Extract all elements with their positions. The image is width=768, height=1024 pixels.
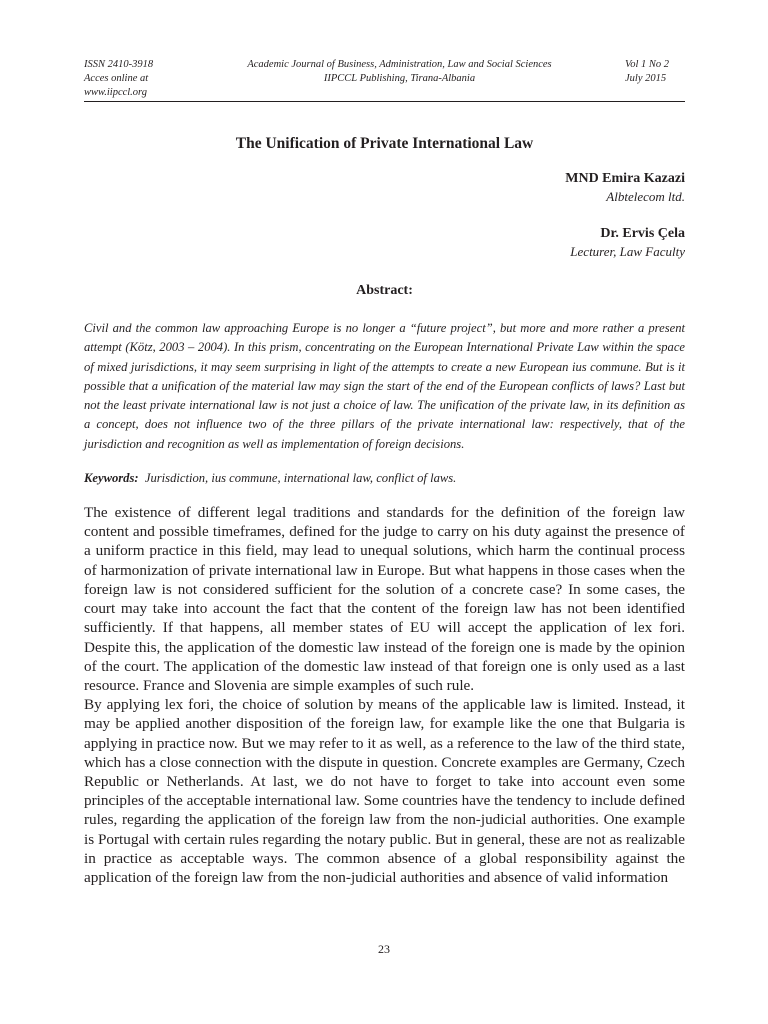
keywords: [84, 471, 685, 486]
paper-page: [84, 58, 685, 887]
body-text: [84, 503, 685, 887]
journal-name: Academic Journal of Business, Administration, Law and Social Sciences: [247, 59, 552, 70]
header-divider: [84, 101, 685, 102]
author-block-2: [84, 225, 685, 261]
header-row-1: [84, 58, 685, 72]
author-affiliation: Albtelecom ltd.: [606, 189, 685, 204]
author-block-1: [84, 170, 685, 206]
body-paragraph-2: By applying lex fori, the choice of solution by means of the applicable law is limited. Instead, it may be applied another disposition of the foreign law, for example like the one that Bulgaria is applying in practice now. But we may refer to it as well, as a reference to the law of the third state, which has a close connection with the dispute in question. Concrete examples are Germany, Czech Republic or Netherlands. At last, we do not have to forget to take into account even some principles of the acceptable international law. Some countries have the tendency to include defined rules, regarding the application of the foreign law from the non-judicial authorities. One example is Portugal with certain rules regarding the notary public. But in general, these are not as realizable in practice as acceptable ways. The common absence of a global responsibility against the application of the foreign law from the non-judicial authorities and absence of valid information: [84, 696, 685, 886]
author-affiliation: Lecturer, Law Faculty: [570, 244, 685, 259]
author-name: Dr. Ervis Çela: [600, 226, 685, 241]
publisher: IIPCCL Publishing, Tirana-Albania: [323, 73, 476, 84]
keywords-label: Keywords:: [84, 471, 139, 486]
issue-date: July 2015: [625, 73, 667, 84]
abstract-text: Civil and the common law approaching Europe is no longer a “future project”, but more and more rather a present attempt (Kötz, 2003 – 2004). In this prism, concentrating on the European International Private Law within the space of mixed jurisdictions, it may seem surprising in light of the attempts to create a new European ius commune. But is it possible that a unification of the material law may sign the start of the end of the European conflicts of laws? Last but not the least private international law is not just a choice of law. The unification of the private law, in its definition as a concept, does not influence two of the three pillars of the private international law: respectively, that of the jurisdiction and recognition as well as implementation of foreign decisions.: [84, 321, 685, 451]
online-access: Acces online at www.iipccl.org: [84, 73, 149, 98]
keywords-text: Jurisdiction, ius commune, international law, conflict of laws.: [144, 471, 457, 486]
issn: ISSN 2410-3918: [84, 59, 154, 70]
header-row-2: [84, 72, 685, 100]
volume: Vol 1 No 2: [625, 59, 670, 70]
paper-title: The Unification of Private International Law: [235, 135, 534, 152]
page-number: 23: [378, 942, 390, 956]
author-name: MND Emira Kazazi: [565, 171, 685, 186]
running-header: [84, 58, 685, 102]
abstract-heading: Abstract:: [356, 283, 413, 298]
body-paragraph-1: The existence of different legal traditions and standards for the definition of the foreign law content and possible timeframes, defined for the judge to carry on his duty against the presence of a uniform practice in this field, may lead to unequal solutions, which harm the continual process of harmonization of private international law in Europe. But what happens in those cases when the foreign law is not considered sufficient for the solution of a concrete case? In some cases, the court may take into account the fact that the content of the foreign law has not been identified sufficiently. If that happens, all member states of EU will accept the application of lex fori. Despite this, the application of the domestic law instead of the foreign one is made by the opinion of the court. The application of the domestic law instead of that foreign one is only used as a last resource. France and Slovenia are simple examples of such rule.: [84, 504, 685, 694]
